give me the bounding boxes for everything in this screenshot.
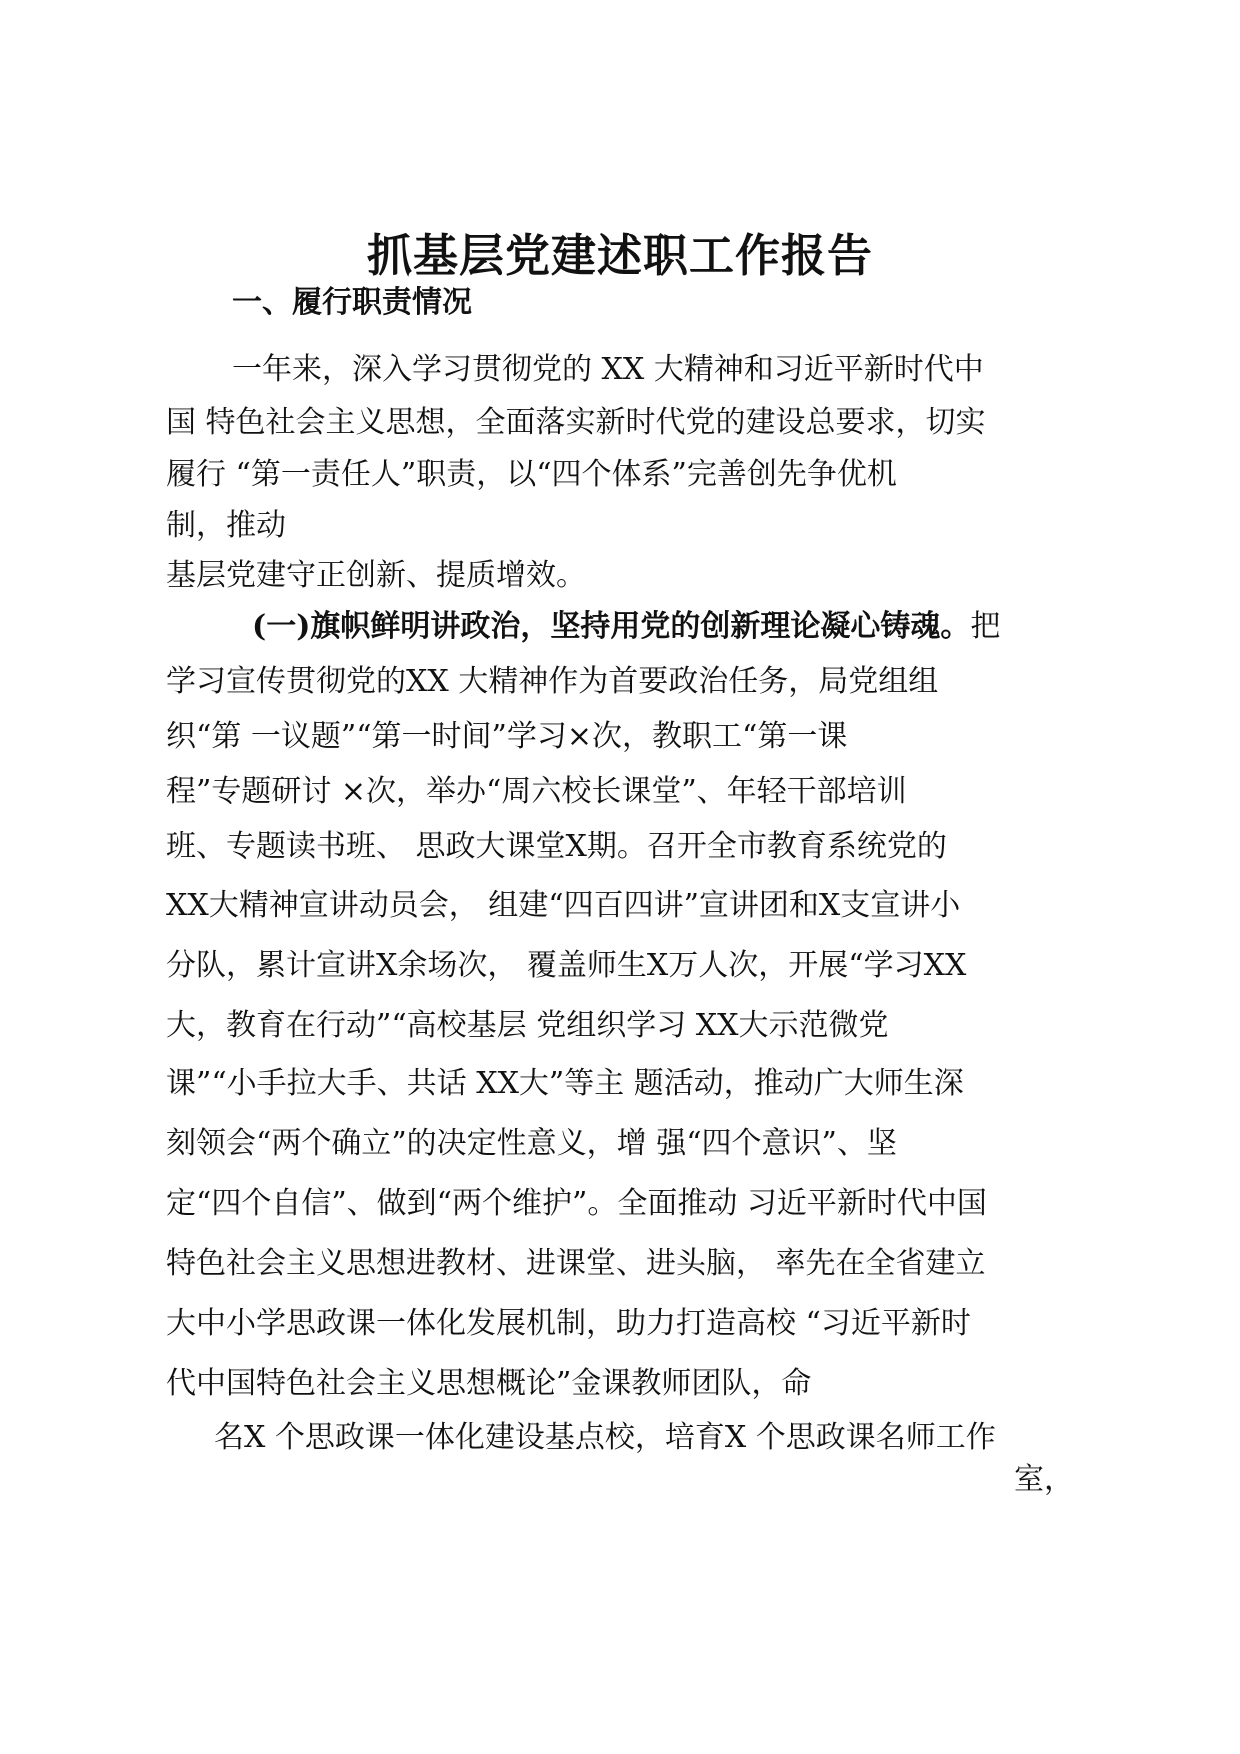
paragraph-line: 名X 个思政课一体化建设基点校，培育X 个思政课名师工作 xyxy=(214,1420,996,1455)
paragraph-line: 课”“小手拉大手、共话 XX大”等主 题活动，推动广大师生深 xyxy=(166,1066,964,1101)
paragraph-line: 国 特色社会主义思想，全面落实新时代党的建设总要求，切实 xyxy=(166,405,986,440)
paragraph-line: 刻领会“两个确立”的决定性意义，增 强“四个意识”、坚 xyxy=(166,1126,897,1161)
paragraph-line: 代中国特色社会主义思想概论”金课教师团队，命 xyxy=(166,1366,812,1401)
paragraph-line: 学习宣传贯彻党的XX 大精神作为首要政治任务，局党组组 xyxy=(166,664,939,699)
subsection-lead-line xyxy=(252,607,1000,647)
paragraph-line: 班、专题读书班、 思政大课堂X期。召开全市教育系统党的 xyxy=(166,829,947,864)
paragraph-line: 分队，累计宣讲X余场次， 覆盖师生X万人次，开展“学习XX xyxy=(166,948,967,983)
subsection-heading: (一)旗帜鲜明讲政治，坚持用党的创新理论凝心铸魂。 xyxy=(252,609,971,644)
paragraph-line: 履行 “第一责任人”职责，以“四个体系”完善创先争优机 xyxy=(166,457,897,492)
section-heading: 一、履行职责情况 xyxy=(232,285,472,320)
paragraph-line: 程”专题研讨 ×次，举办“周六校长课堂”、年轻干部培训 xyxy=(166,774,907,809)
paragraph-line: 一年来，深入学习贯彻党的 XX 大精神和习近平新时代中 xyxy=(232,352,984,387)
paragraph-line: 室， xyxy=(1014,1462,1074,1497)
paragraph-line: 定“四个自信”、做到“两个维护”。全面推动 习近平新时代中国 xyxy=(166,1186,987,1221)
paragraph-line: 织“第 一议题”“第一时间”学习×次，教职工“第一课 xyxy=(166,719,848,754)
paragraph-line: XX大精神宣讲动员会， 组建“四百四讲”宣讲团和X支宣讲小 xyxy=(166,888,961,923)
paragraph-line: 特色社会主义思想进教材、进课堂、进头脑， 率先在全省建立 xyxy=(166,1246,986,1281)
paragraph-line: 基层党建守正创新、提质增效。 xyxy=(166,558,586,593)
paragraph-line: 大中小学思政课一体化发展机制，助力打造高校 “习近平新时 xyxy=(166,1306,971,1341)
paragraph-line: 制，推动 xyxy=(166,508,286,543)
document-title: 抓基层党建述职工作报告 xyxy=(366,229,873,282)
paragraph-line: 大，教育在行动”“高校基层 党组织学习 XX大示范微党 xyxy=(166,1008,889,1043)
lead-tail-text: 把 xyxy=(970,609,1001,644)
